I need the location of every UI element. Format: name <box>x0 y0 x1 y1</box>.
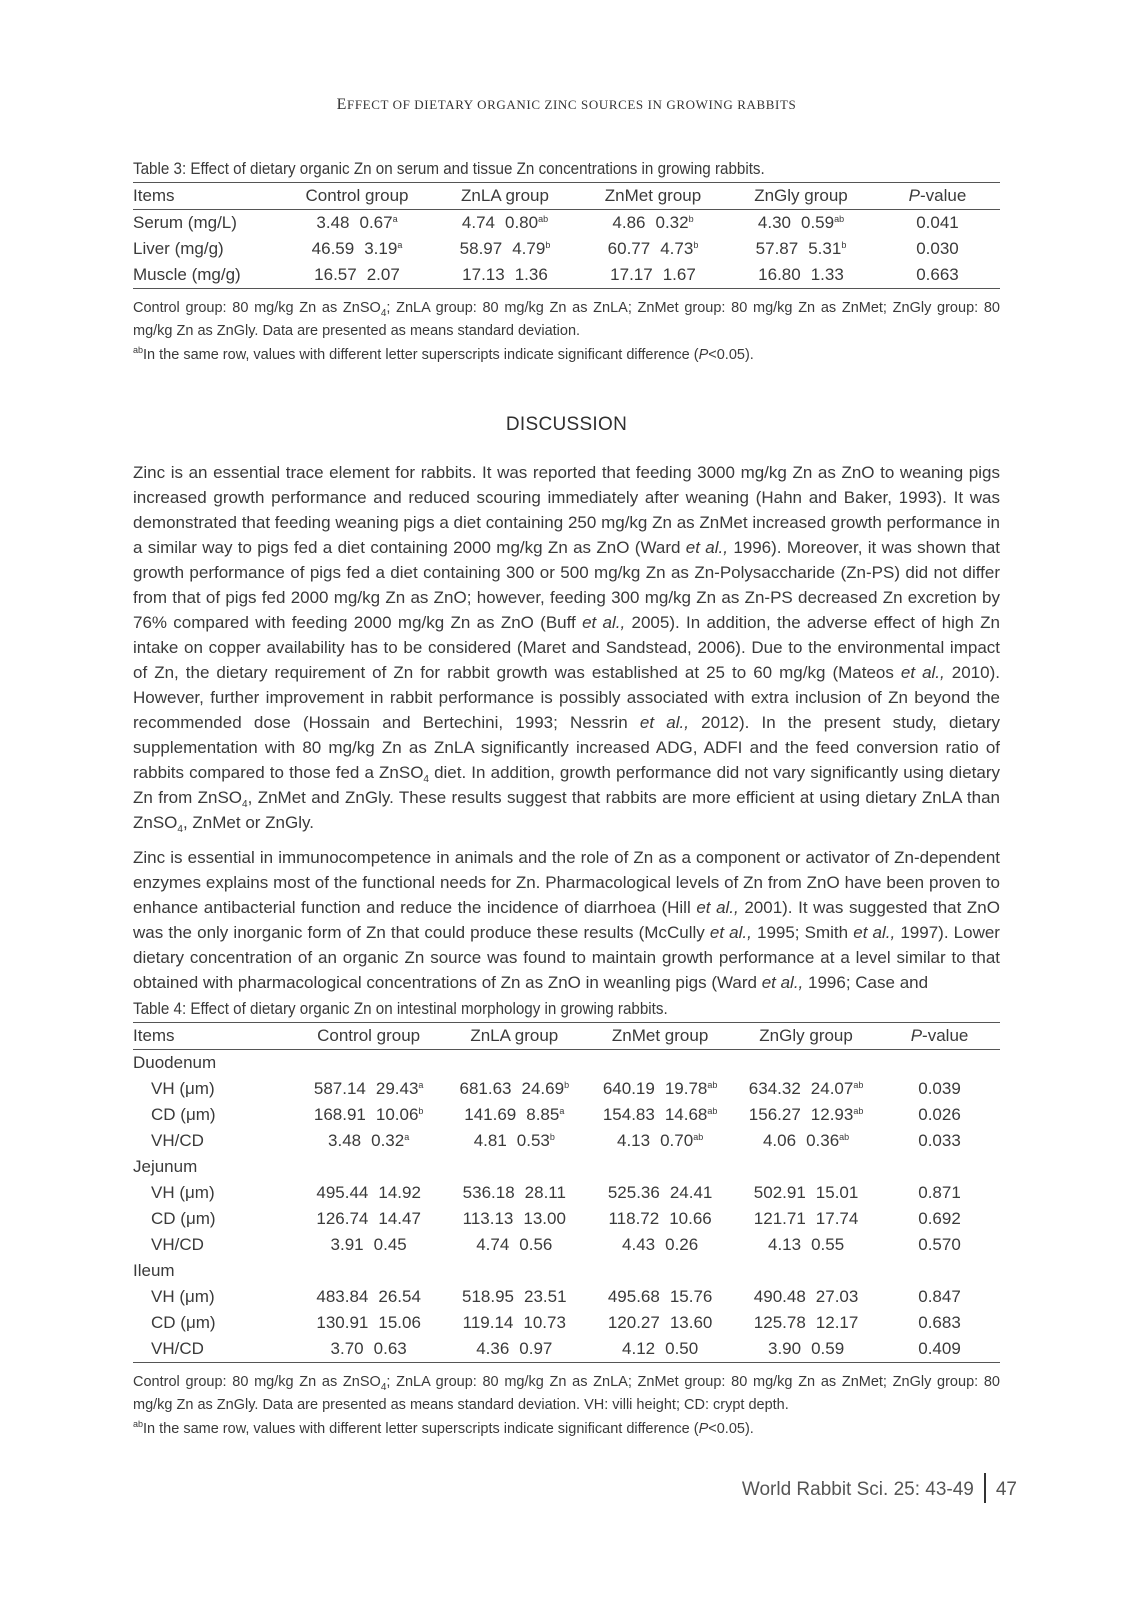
row-label: VH/CD <box>151 1235 204 1254</box>
table-cell: 130.91 15.06 <box>316 1313 421 1332</box>
col-header-znmet-group: ZnMet group <box>611 1026 709 1045</box>
table-cell: 60.77 4.73$^b$ <box>607 239 699 258</box>
table-4-body <box>133 1050 1000 1363</box>
table-cell: 125.78 12.17 <box>753 1313 859 1332</box>
table-cell: 16.57 2.07 <box>314 265 400 284</box>
table-cell: 4.74 0.80$^{ab}$ <box>461 213 549 232</box>
table-4 <box>133 1022 1000 1363</box>
p-value: 0.663 <box>916 265 959 284</box>
table-cell: 525.36 24.41 <box>607 1183 713 1202</box>
table-cell: 681.63 24.69$^b$ <box>459 1079 570 1098</box>
col-header-znmet-group: ZnMet group <box>604 186 702 205</box>
table-4-label: Table 4: <box>133 1000 187 1018</box>
p-value: 0.683 <box>918 1313 961 1332</box>
table-3-header-row <box>133 183 1000 210</box>
table-cell: 587.14 29.43$^a$ <box>313 1079 424 1098</box>
discussion-body <box>133 460 1000 1005</box>
table-3-notes <box>133 297 1000 367</box>
page-number: 47 <box>995 1479 1017 1500</box>
table-cell: 16.80 1.33 <box>758 265 844 284</box>
table-cell: 536.18 28.11 <box>462 1183 566 1202</box>
table-cell: 4.43 0.26 <box>622 1235 699 1254</box>
p-value: 0.030 <box>916 239 959 258</box>
page-footer <box>742 1473 1017 1503</box>
table-cell: 4.74 0.56 <box>476 1235 553 1254</box>
table-cell: 154.83 14.68$^{ab}$ <box>602 1105 718 1124</box>
table-cell: 4.30 0.59$^{ab}$ <box>757 213 845 232</box>
table-cell: 495.68 15.76 <box>607 1287 713 1306</box>
group-label: Jejunum <box>133 1157 198 1176</box>
table-row <box>133 1284 1000 1310</box>
table-row <box>133 1076 1000 1102</box>
col-header-control-group: Control group <box>317 1026 421 1045</box>
table-4-caption <box>133 1000 931 1019</box>
table-cell: 3.48 0.32$^a$ <box>328 1131 410 1150</box>
table-row <box>133 1232 1000 1258</box>
table-row <box>133 1336 1000 1363</box>
p-value: 0.409 <box>918 1339 961 1358</box>
row-label: CD (μm) <box>151 1209 216 1228</box>
row-label: Muscle (mg/g) <box>133 265 241 284</box>
table-cell: 126.74 14.47 <box>316 1209 421 1228</box>
table-4-notes <box>133 1371 1000 1441</box>
table-cell: 4.13 0.70$^{ab}$ <box>617 1131 704 1150</box>
table-cell: 58.97 4.79$^b$ <box>459 239 551 258</box>
table-cell: 4.36 0.97 <box>476 1339 553 1358</box>
table-cell: 46.59 3.19$^a$ <box>311 239 403 258</box>
p-value: 0.033 <box>918 1131 961 1150</box>
table-3-block <box>133 160 1000 367</box>
table-cell: 3.70 0.63 <box>330 1339 407 1358</box>
table-cell: 17.17 1.67 <box>610 265 696 284</box>
table-4-note: Control group: 80 mg/kg Zn as ZnSO$_4$; ZnLA group: 80 mg/kg Zn as ZnLA; ZnMet group: 80 mg/kg Zn as ZnMet; ZnGly group: 80 mg/kg Zn as ZnGly. Data are presented as means standard deviation. VH: villi height; CD: crypt depth. <box>133 1374 1000 1413</box>
table-3 <box>133 182 1000 289</box>
table-row <box>133 1310 1000 1336</box>
table-3-note: Control group: 80 mg/kg Zn as ZnSO$_4$; ZnLA group: 80 mg/kg Zn as ZnLA; ZnMet group: 80 mg/kg Zn as ZnMet; ZnGly group: 80 mg/kg Zn as ZnGly. Data are presented as means standard deviation. <box>133 300 1000 339</box>
p-value: 0.570 <box>918 1235 961 1254</box>
table-cell: 495.44 14.92 <box>316 1183 421 1202</box>
row-label: Serum (mg/L) <box>133 213 237 232</box>
table-4-sig-note: $^{ab}$In the same row, values with different letter superscripts indicate significant difference (P<0.05). <box>133 1419 754 1437</box>
table-cell: 518.95 23.51 <box>462 1287 567 1306</box>
row-label: VH (μm) <box>151 1079 215 1098</box>
table-row <box>133 1102 1000 1128</box>
table-cell: 121.71 17.74 <box>753 1209 859 1228</box>
table-3-sig-note: $^{ab}$In the same row, values with different letter superscripts indicate significant difference (P<0.05). <box>133 345 754 363</box>
table-cell: 4.06 0.36$^{ab}$ <box>762 1131 850 1150</box>
p-value: 0.692 <box>918 1209 961 1228</box>
p-value: 0.039 <box>918 1079 961 1098</box>
group-row <box>133 1258 1000 1284</box>
table-3-caption <box>133 160 931 179</box>
p-value: 0.041 <box>916 213 959 232</box>
table-cell: 141.69 8.85$^a$ <box>464 1105 565 1124</box>
row-label: VH (μm) <box>151 1287 215 1306</box>
table-cell: 168.91 10.06$^b$ <box>313 1105 424 1124</box>
table-cell: 502.91 15.01 <box>753 1183 859 1202</box>
table-cell: 4.12 0.50 <box>622 1339 699 1358</box>
table-cell: 3.48 0.67$^a$ <box>316 213 398 232</box>
table-3-body <box>133 210 1000 289</box>
table-row <box>133 1206 1000 1232</box>
table-row <box>133 1180 1000 1206</box>
paragraph-2: Zinc is essential in immunocompetence in animals and the role of Zn as a component or activator of Zn-dependent enzymes explains most of the functional needs for Zn. Pharmacological levels of Zn from ZnO have been proven to enhance antibacterial function and reduce the incidence of diarrhoea (Hill et al., 2001). It was suggested that ZnO was the only inorganic form of Zn that could produce these results (McCully et al., 1995; Smith et al., 1997). Lower dietary concentration of an organic Zn source was found to maintain growth performance at a level similar to that obtained with pharmacological concentrations of Zn as ZnO in weanling pigs (Ward et al., 1996; Case and <box>133 848 1000 992</box>
table-row <box>133 262 1000 289</box>
group-row <box>133 1154 1000 1180</box>
col-header-p-value: P-value <box>910 1026 969 1045</box>
col-header-p-value: P-value <box>908 186 967 205</box>
table-cell: 4.81 0.53$^b$ <box>473 1131 555 1150</box>
group-label: Duodenum <box>133 1053 217 1072</box>
table-cell: 640.19 19.78$^{ab}$ <box>602 1079 718 1098</box>
row-label: CD (μm) <box>151 1105 216 1124</box>
journal-citation: World Rabbit Sci. 25: 43-49 <box>741 1479 974 1500</box>
p-value: 0.871 <box>918 1183 961 1202</box>
table-4-title: Effect of dietary organic Zn on intestinal morphology in growing rabbits. <box>190 1000 668 1018</box>
table-cell: 17.13 1.36 <box>462 265 548 284</box>
table-row <box>133 1128 1000 1154</box>
table-cell: 483.84 26.54 <box>316 1287 421 1306</box>
table-cell: 490.48 27.03 <box>753 1287 859 1306</box>
table-cell: 156.27 12.93$^{ab}$ <box>748 1105 864 1124</box>
table-row <box>133 236 1000 262</box>
col-header-znla-group: ZnLA group <box>461 186 549 205</box>
table-row <box>133 210 1000 237</box>
table-cell: 3.90 0.59 <box>767 1339 845 1358</box>
row-label: Liver (mg/g) <box>133 239 224 258</box>
table-4-block <box>133 1000 1000 1441</box>
p-value: 0.847 <box>918 1287 961 1306</box>
table-3-title: Effect of dietary organic Zn on serum and tissue Zn concentrations in growing rabbits. <box>190 160 765 178</box>
section-title: DISCUSSION <box>505 414 628 435</box>
running-head: EFFECT OF DIETARY ORGANIC ZINC SOURCES IN GROWING RABBITS <box>336 96 797 113</box>
group-label: Ileum <box>133 1261 175 1280</box>
table-cell: 4.13 0.55 <box>767 1235 845 1254</box>
table-3-label: Table 3: <box>133 160 187 178</box>
row-label: VH (μm) <box>151 1183 215 1202</box>
table-cell: 3.91 0.45 <box>330 1235 407 1254</box>
col-header-items: Items <box>133 186 175 205</box>
row-label: VH/CD <box>151 1339 204 1358</box>
col-header-control-group: Control group <box>305 186 409 205</box>
col-header-zngly-group: ZnGly group <box>754 186 848 205</box>
group-row <box>133 1050 1000 1077</box>
table-cell: 113.13 13.00 <box>462 1209 566 1228</box>
row-label: VH/CD <box>151 1131 204 1150</box>
col-header-znla-group: ZnLA group <box>470 1026 559 1045</box>
paragraph-1: Zinc is an essential trace element for rabbits. It was reported that feeding 3000 mg/kg Zn as ZnO to weaning pigs increased growth performance and reduced scouring immediately after weaning (Hahn and Baker, 1993). It was demonstrated that feeding weaning pigs a diet containing 250 mg/kg Zn as ZnMet increased growth performance in a similar way to pigs fed a diet containing 2000 mg/kg Zn as ZnO (Ward et al., 1996). Moreover, it was shown that growth performance of pigs fed a diet containing 300 or 500 mg/kg Zn as Zn-Polysaccharide (Zn-PS) did not differ from that of pigs fed 2000 mg/kg Zn as ZnO; however, feeding 300 mg/kg Zn as Zn-PS decreased Zn excretion by 76% compared with feeding 2000 mg/kg Zn as ZnO (Buff et al., 2005). In addition, the adverse effect of high Zn intake on copper availability has to be considered (Maret and Sandstead, 2006). Due to the environmental impact of Zn, the dietary requirement of Zn for rabbit growth was established at 25 to 60 mg/kg (Mateos et al., 2010). However, further improvement in rabbit performance is possibly associated with extra inclusion of Zn beyond the recommended dose (Hossain and Bertechini, 1993; Nessrin et al., 2012). In the present study, dietary supplementation with 80 mg/kg Zn as ZnLA significantly increased ADG, ADFI and the feed conversion ratio of rabbits compared to those fed a ZnSO$_4$ diet. In addition, growth performance did not vary significantly using dietary Zn from ZnSO$_4$, ZnMet and ZnGly. These results suggest that rabbits are more efficient at using dietary ZnLA than ZnSO$_4$, ZnMet or ZnGly. <box>133 463 1001 835</box>
p-value: 0.026 <box>918 1105 961 1124</box>
col-header-items: Items <box>133 1026 175 1045</box>
table-cell: 4.86 0.32$^b$ <box>612 213 694 232</box>
table-cell: 119.14 10.73 <box>462 1313 566 1332</box>
table-cell: 118.72 10.66 <box>608 1209 712 1228</box>
table-cell: 634.32 24.07$^{ab}$ <box>748 1079 864 1098</box>
table-4-header-row <box>133 1023 1000 1050</box>
table-cell: 57.87 5.31$^b$ <box>755 239 847 258</box>
table-cell: 120.27 13.60 <box>607 1313 713 1332</box>
row-label: CD (μm) <box>151 1313 216 1332</box>
footer-divider <box>984 1473 986 1503</box>
col-header-zngly-group: ZnGly group <box>759 1026 853 1045</box>
